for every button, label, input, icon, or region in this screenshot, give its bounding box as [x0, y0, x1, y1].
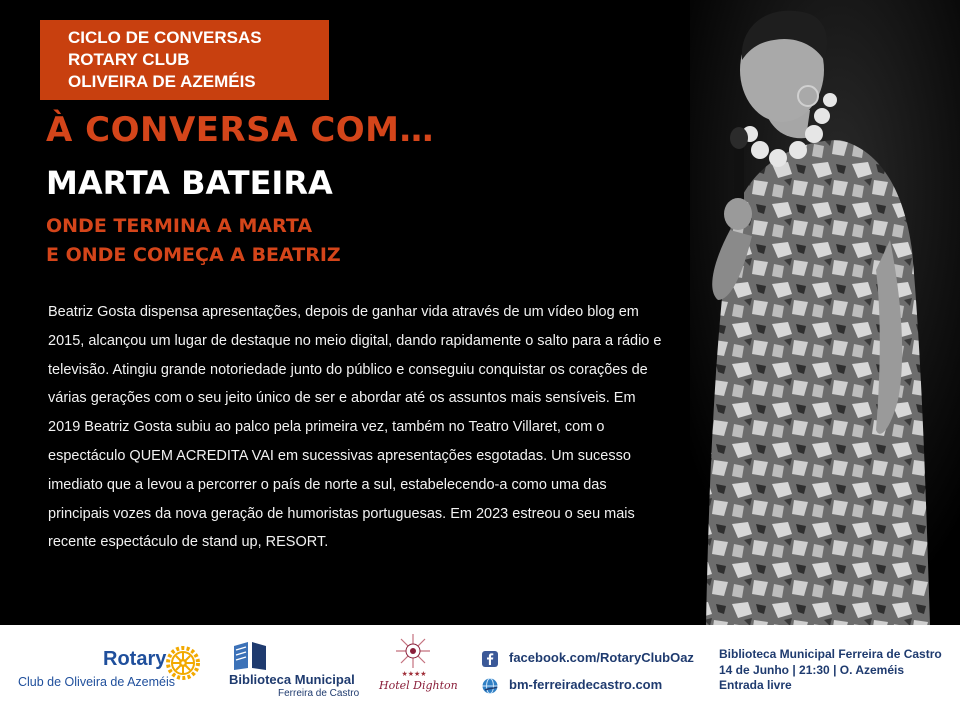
website-link[interactable]: bm-ferreiradecastro.com: [509, 677, 663, 692]
subtitle-line-2: E ONDE COMEÇA A BEATRIZ: [46, 244, 341, 266]
headline: À CONVERSA COM…: [46, 110, 435, 150]
hotel-logo: [374, 632, 458, 698]
hotel-name: Hotel Dighton: [379, 679, 458, 692]
guest-photo: [690, 0, 960, 625]
library-name: Biblioteca Municipal: [229, 672, 355, 687]
library-subtitle: Ferreira de Castro: [278, 688, 360, 699]
book-icon: [232, 640, 268, 672]
subtitle-line-1: ONDE TERMINA A MARTA: [46, 215, 313, 237]
bio-paragraph: Beatriz Gosta dispensa apresentações, depois de ganhar vida através de um vídeo blog em 2015, alcançou um lugar de destaque no meio digital, dando rapidamente o salto para a rádio e televisão. Atingiu grande notoriedade junto do público e conseguiu conquistar os corações de várias gerações com o seu jeito único de ser e abordar até os assuntos mais sensíveis. Em 2019 Beatriz Gosta subiu ao palco pela primeira vez, também no Teatro Villaret, com o espectáculo QUEM ACREDITA VAI em sucessivas apresentações esgotadas. Um sucesso imediato que a levou a percorrer o país de norte a sul, estabelecendo-a como uma das principais vozes da nova geração de humoristas portuguesas. Em 2023 estreou o seu mais recente espectáculo de stand up, RESORT.: [48, 304, 662, 551]
event-datetime: 14 de Junho | 21:30 | O. Azeméis: [719, 662, 905, 677]
hotel-stars: ★★★★: [401, 671, 427, 678]
facebook-contact[interactable]: [481, 648, 711, 675]
series-line-2: ROTARY CLUB: [68, 50, 190, 69]
contacts: [481, 648, 711, 702]
event-info: [719, 647, 957, 694]
talk-subtitle: [46, 212, 341, 270]
rotary-logo: [18, 646, 203, 694]
website-contact[interactable]: [481, 675, 711, 702]
library-logo: [226, 640, 360, 702]
event-admission: Entrada livre: [719, 678, 792, 692]
globe-icon: [481, 677, 499, 695]
facebook-icon: [481, 650, 499, 668]
rotary-subtitle: Club de Oliveira de Azeméis: [18, 675, 176, 689]
event-venue: Biblioteca Municipal Ferreira de Castro: [719, 647, 942, 661]
hotel-emblem-icon: [394, 632, 432, 670]
series-line-1: CICLO DE CONVERSAS: [68, 28, 262, 47]
facebook-link[interactable]: facebook.com/RotaryClubOaz: [509, 650, 694, 665]
rotary-wordmark: Rotary: [103, 648, 167, 670]
guest-name: MARTA BATEIRA: [46, 164, 333, 202]
series-line-3: OLIVEIRA DE AZEMÉIS: [68, 72, 256, 91]
series-badge: [40, 20, 329, 100]
